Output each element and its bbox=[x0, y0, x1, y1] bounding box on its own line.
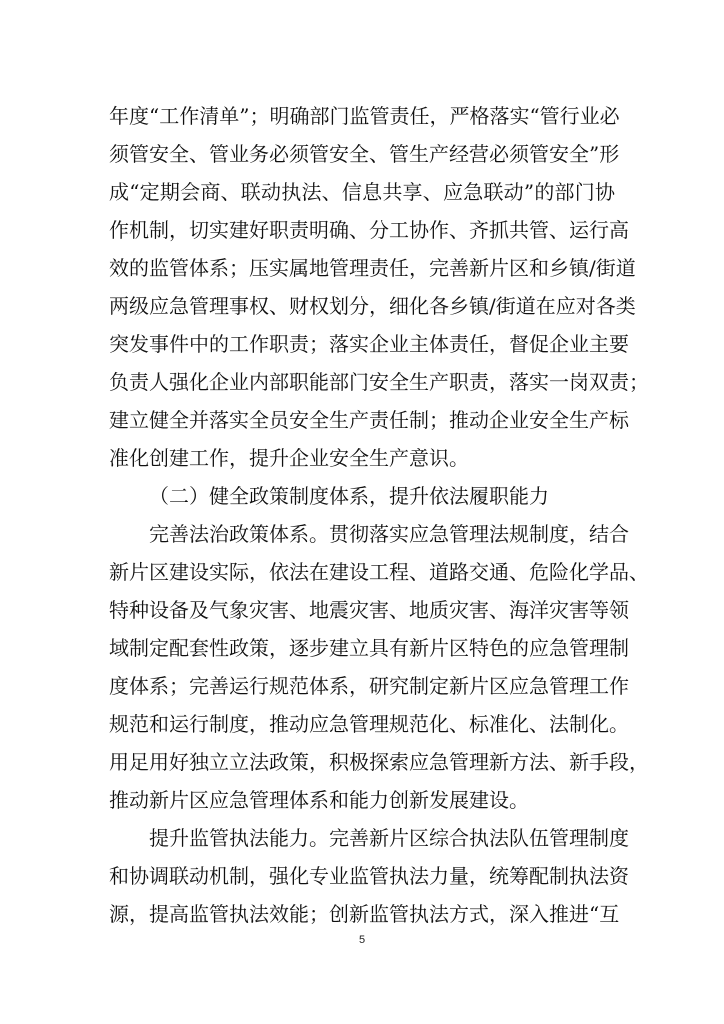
paragraph-line: 准化创建工作，提升企业安全生产意识。 bbox=[109, 446, 469, 470]
paragraph-line: 成“定期会商、联动执法、信息共享、应急联动”的部门协 bbox=[109, 180, 615, 204]
paragraph-line: 建立健全并落实全员安全生产责任制；推动企业安全生产标 bbox=[109, 408, 629, 432]
paragraph-line: 新片区建设实际，依法在建设工程、道路交通、危险化学品、 bbox=[109, 560, 649, 584]
paragraph-line: 完善法治政策体系。贯彻落实应急管理法规制度，结合 bbox=[149, 522, 629, 546]
paragraph-line: 年度“工作清单”；明确部门监管责任，严格落实“管行业必 bbox=[109, 104, 620, 128]
page-number: 5 bbox=[358, 934, 366, 946]
paragraph-line: 度体系；完善运行规范体系，研究制定新片区应急管理工作 bbox=[109, 674, 629, 698]
paragraph-line: 突发事件中的工作职责；落实企业主体责任，督促企业主要 bbox=[109, 332, 629, 356]
paragraph-line: 作机制，切实建好职责明确、分工协作、齐抓共管、运行高 bbox=[109, 218, 629, 242]
paragraph-line: 源，提高监管执法效能；创新监管执法方式，深入推进“互 bbox=[109, 902, 620, 926]
paragraph-line: 两级应急管理事权、财权划分，细化各乡镇/街道在应对各类 bbox=[109, 294, 636, 318]
paragraph-line: 规范和运行制度，推动应急管理规范化、标准化、法制化。 bbox=[109, 712, 629, 736]
paragraph-line: 效的监管体系；压实属地管理责任，完善新片区和乡镇/街道 bbox=[109, 256, 636, 280]
paragraph-line: 和协调联动机制，强化专业监管执法力量，统筹配制执法资 bbox=[109, 864, 629, 888]
paragraph-line: 负责人强化企业内部职能部门安全生产职责，落实一岗双责； bbox=[109, 370, 649, 394]
paragraph-line: 须管安全、管业务必须管安全、管生产经营必须管安全”形 bbox=[109, 142, 620, 166]
paragraph-line: 用足用好独立立法政策，积极探索应急管理新方法、新手段， bbox=[109, 750, 649, 774]
paragraph-line: 特种设备及气象灾害、地震灾害、地质灾害、海洋灾害等领 bbox=[109, 598, 629, 622]
paragraph-line: 提升监管执法能力。完善新片区综合执法队伍管理制度 bbox=[149, 826, 629, 850]
section-heading: （二）健全政策制度体系，提升依法履职能力 bbox=[149, 484, 549, 508]
paragraph-line: 推动新片区应急管理体系和能力创新发展建设。 bbox=[109, 788, 529, 812]
paragraph-line: 域制定配套性政策，逐步建立具有新片区特色的应急管理制 bbox=[109, 636, 629, 660]
